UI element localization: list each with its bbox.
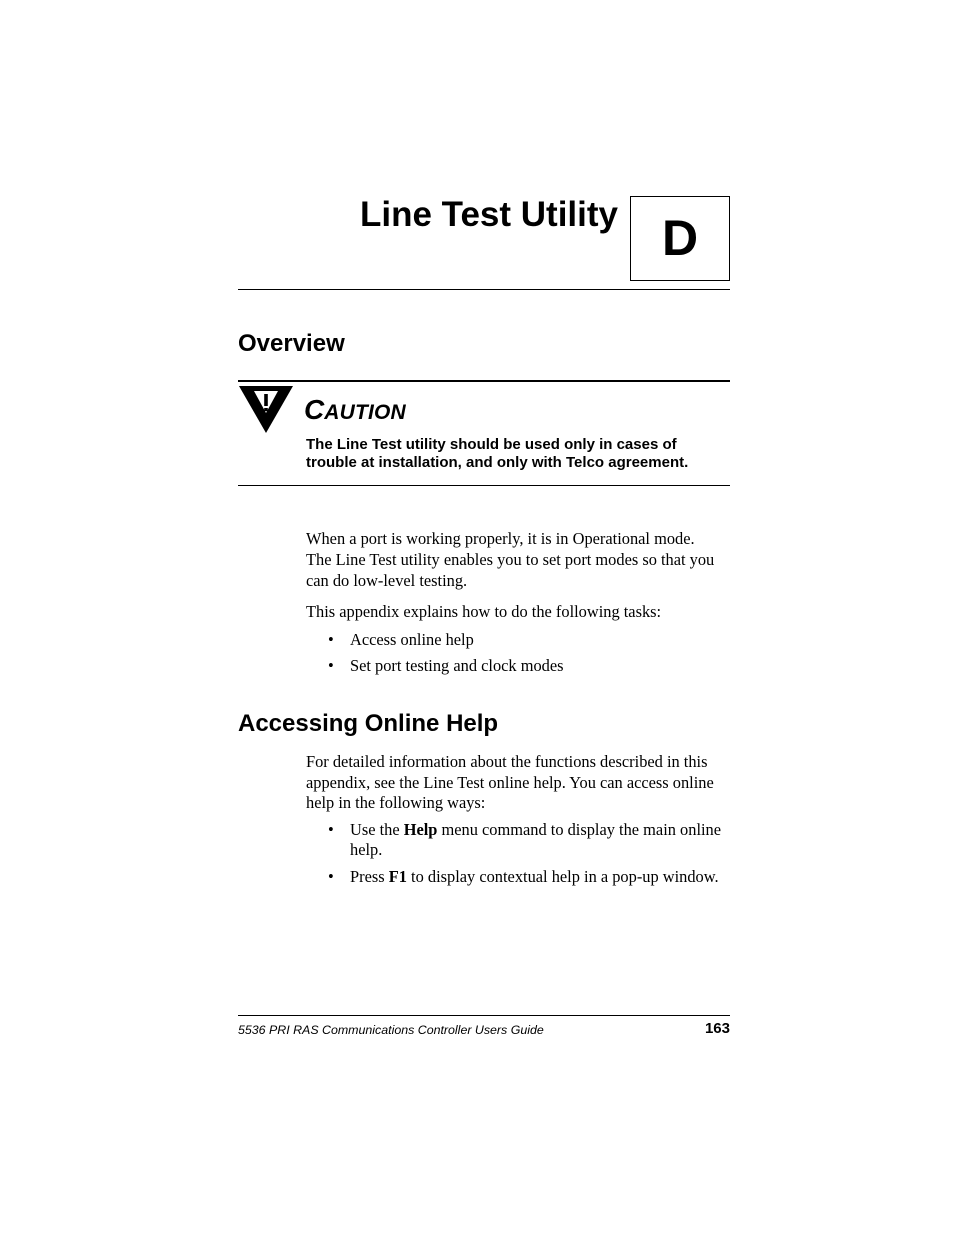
bullet-dot: • bbox=[328, 867, 334, 886]
f1-key: F1 bbox=[388, 867, 407, 886]
f1-item-text: Press bbox=[350, 867, 389, 886]
help-item-text: menu command to display the main online bbox=[437, 820, 722, 839]
online-help-paragraph-line: appendix, see the Line Test online help. You can access online bbox=[306, 773, 714, 792]
caution-heading bbox=[304, 392, 406, 431]
chapter-title: Line Test Utility bbox=[360, 195, 618, 234]
overview-paragraph-line: When a port is working properly, it is in Operational mode. bbox=[306, 529, 695, 548]
overview-paragraph-line: The Line Test utility enables you to set port modes so that you bbox=[306, 550, 715, 569]
f1-key-list-item bbox=[350, 867, 719, 887]
footer-rule bbox=[238, 1015, 730, 1016]
online-help-heading: Accessing Online Help bbox=[238, 710, 499, 737]
task-list-item: Access online help bbox=[350, 630, 474, 649]
help-menu-command: Help bbox=[403, 820, 438, 839]
help-menu-list-item bbox=[350, 820, 721, 840]
chapter-letter: D bbox=[661, 210, 699, 266]
help-item-continuation: help. bbox=[350, 840, 383, 859]
overview-heading: Overview bbox=[238, 330, 345, 357]
caution-triangle-icon bbox=[239, 386, 293, 434]
chapter-divider bbox=[238, 289, 730, 290]
caution-text-line: The Line Test utility should be used only in cases of bbox=[306, 436, 677, 453]
page-number: 163 bbox=[704, 1020, 730, 1037]
online-help-paragraph-line: help in the following ways: bbox=[306, 793, 486, 812]
footer-book-title: 5536 PRI RAS Communications Controller Users Guide bbox=[238, 1023, 544, 1037]
caution-text-line: trouble at installation, and only with Telco agreement. bbox=[306, 454, 689, 471]
caution-top-rule bbox=[238, 380, 730, 382]
f1-item-text: to display contextual help in a pop-up window. bbox=[406, 867, 719, 886]
help-item-text: Use the bbox=[350, 820, 404, 839]
chapter-letter-box bbox=[630, 196, 730, 281]
bullet-dot: • bbox=[328, 656, 334, 675]
caution-bottom-rule bbox=[238, 485, 730, 486]
online-help-paragraph-line: For detailed information about the functions described in this bbox=[306, 752, 708, 771]
caution-heading-initial: C bbox=[304, 394, 325, 425]
caution-heading-rest: AUTION bbox=[324, 401, 406, 424]
overview-paragraph-line: can do low-level testing. bbox=[306, 571, 468, 590]
overview-intro-line: This appendix explains how to do the following tasks: bbox=[306, 602, 662, 621]
task-list-item: Set port testing and clock modes bbox=[350, 656, 564, 675]
bullet-dot: • bbox=[328, 820, 334, 839]
bullet-dot: • bbox=[328, 630, 334, 649]
